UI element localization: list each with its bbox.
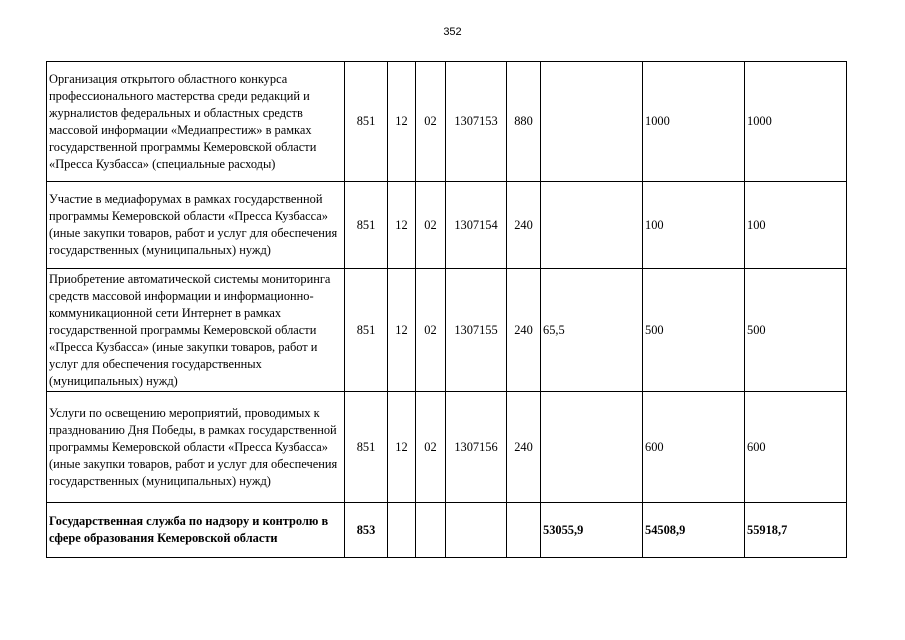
year2-cell: 500: [643, 269, 745, 392]
table-row: [47, 392, 847, 503]
year3-cell: 100: [745, 182, 847, 269]
rz-cell: [388, 503, 416, 558]
rz-cell: 12: [388, 62, 416, 182]
year1-cell: [541, 392, 643, 503]
table-row: [47, 503, 847, 558]
ved-cell: 853: [345, 503, 388, 558]
vr-cell: 240: [507, 182, 541, 269]
ved-cell: 851: [345, 269, 388, 392]
pr-cell: [416, 503, 446, 558]
rz-cell: 12: [388, 269, 416, 392]
year2-cell: 54508,9: [643, 503, 745, 558]
csr-cell: 1307155: [446, 269, 507, 392]
year1-cell: 65,5: [541, 269, 643, 392]
rz-cell: 12: [388, 182, 416, 269]
year3-cell: 1000: [745, 62, 847, 182]
csr-cell: 1307154: [446, 182, 507, 269]
year1-cell: [541, 182, 643, 269]
year3-cell: 600: [745, 392, 847, 503]
year2-cell: 1000: [643, 62, 745, 182]
vr-cell: 240: [507, 269, 541, 392]
budget-table: [46, 61, 847, 558]
page-number: 352: [443, 26, 462, 38]
pr-cell: 02: [416, 62, 446, 182]
table-row: [47, 62, 847, 182]
pr-cell: 02: [416, 182, 446, 269]
year3-cell: 500: [745, 269, 847, 392]
pr-cell: 02: [416, 392, 446, 503]
row-name: Государственная служба по надзору и контролю в сфере образования Кемеровской области: [47, 503, 345, 558]
ved-cell: 851: [345, 62, 388, 182]
row-name: Услуги по освещению мероприятий, проводимых к празднованию Дня Победы, в рамках государственной программы Кемеровской области «Пресса Кузбасса» (иные закупки товаров, работ и услуг для обеспечения государственных (муниципальных) нужд): [47, 392, 345, 503]
csr-cell: 1307156: [446, 392, 507, 503]
year3-cell: 55918,7: [745, 503, 847, 558]
vr-cell: 880: [507, 62, 541, 182]
vr-cell: [507, 503, 541, 558]
table-row: [47, 269, 847, 392]
row-name: Организация открытого областного конкурса профессионального мастерства среди редакций и журналистов федеральных и областных средств массовой информации «Медиапрестиж» в рамках государственной программы Кемеровской области «Пресса Кузбасса» (специальные расходы): [47, 62, 345, 182]
year1-cell: [541, 62, 643, 182]
pr-cell: 02: [416, 269, 446, 392]
year2-cell: 100: [643, 182, 745, 269]
row-name: Участие в медиафорумах в рамках государственной программы Кемеровской области «Пресса Кузбасса» (иные закупки товаров, работ и услуг для обеспечения государственных (муниципальных) нужд): [47, 182, 345, 269]
year2-cell: 600: [643, 392, 745, 503]
table-row: [47, 182, 847, 269]
csr-cell: [446, 503, 507, 558]
ved-cell: 851: [345, 392, 388, 503]
year1-cell: 53055,9: [541, 503, 643, 558]
vr-cell: 240: [507, 392, 541, 503]
rz-cell: 12: [388, 392, 416, 503]
csr-cell: 1307153: [446, 62, 507, 182]
ved-cell: 851: [345, 182, 388, 269]
row-name: Приобретение автоматической системы мониторинга средств массовой информации и информационно-коммуникационной сети Интернет в рамках государственной программы Кемеровской области «Пресса Кузбасса» (иные закупки товаров, работ и услуг для обеспечения государственных (муниципальных) нужд): [47, 269, 345, 392]
